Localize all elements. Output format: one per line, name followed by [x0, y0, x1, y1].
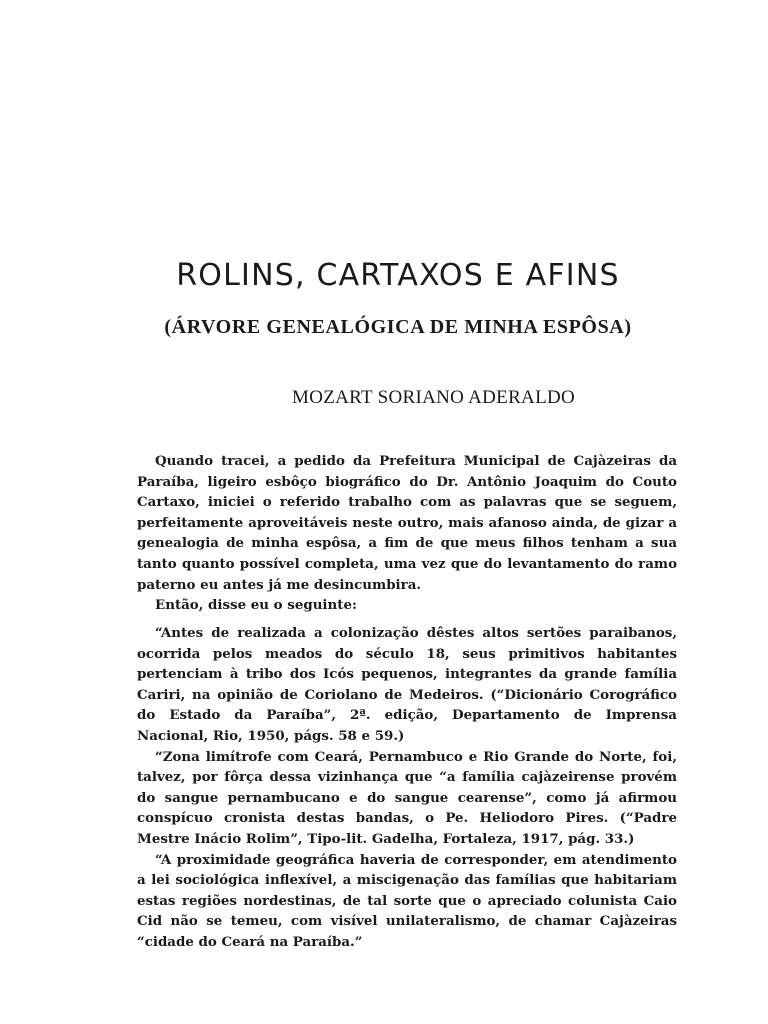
quotation-section: [137, 623, 677, 953]
intro-paragraph: Quando tracei, a pedido da Prefeitura Municipal de Cajàzeiras da Paraíba, ligeiro esbôço biográfico do Dr. Antônio Joaquim do Couto Cartaxo, iniciei o referido trabalho com as palavras que se seguem, perfeitamente aproveitáveis neste outro, mais afanoso ainda, de gizar a genealogia de minha espôsa, a fim de que meus filhos tenham a sua tanto quanto possível completa, uma vez que do levantamento do ramo paterno eu antes já me desincumbira.: [137, 453, 677, 593]
author-name: MOZART SORIANO ADERALDO: [292, 387, 576, 408]
quote-paragraph: “Antes de realizada a colonização dêstes altos sertões paraibanos, ocorrida pelos meados do século 18, seus primitivos habitantes pertenciam à tribo dos Icós pequenos, integrantes da grande família Cariri, na opinião de Coriolano de Medeiros. (“Dicionário Corográfico do Estado da Paraíba”, 2ª. edição, Departamento de Imprensa Nacional, Rio, 1950, págs. 58 e 59.): [137, 625, 677, 744]
quote-paragraph: “Zona limítrofe com Ceará, Pernambuco e Rio Grande do Norte, foi, talvez, por fôrça dessa vizinhança que “a família cajàzeirense provém do sangue pernambucano e do sangue cearense”, como já afirmou conspícuo cronista destas bandas, o Pe. Heliodoro Pires. (“Padre Mestre Inácio Rolim”, Tipo-lit. Gadelha, Fortaleza, 1917, pág. 33.): [137, 748, 677, 847]
document-title: ROLINS, CARTAXOS E AFINS: [176, 258, 620, 293]
intro-paragraph: Então, disse eu o seguinte:: [155, 597, 357, 614]
document-subtitle: (ÁRVORE GENEALÓGICA DE MINHA ESPÔSA): [164, 316, 632, 338]
intro-section: [137, 451, 677, 616]
quote-paragraph: “A proximidade geográfica haveria de corresponder, em atendimento a lei sociológica inflexível, a miscigenação das famílias que habitariam estas regiões nordestinas, de tal sorte que o apreciado colunista Caio Cid não se temeu, com visível unilateralismo, de chamar Cajàzeiras “cidade do Ceará na Paraíba.”: [137, 851, 677, 950]
